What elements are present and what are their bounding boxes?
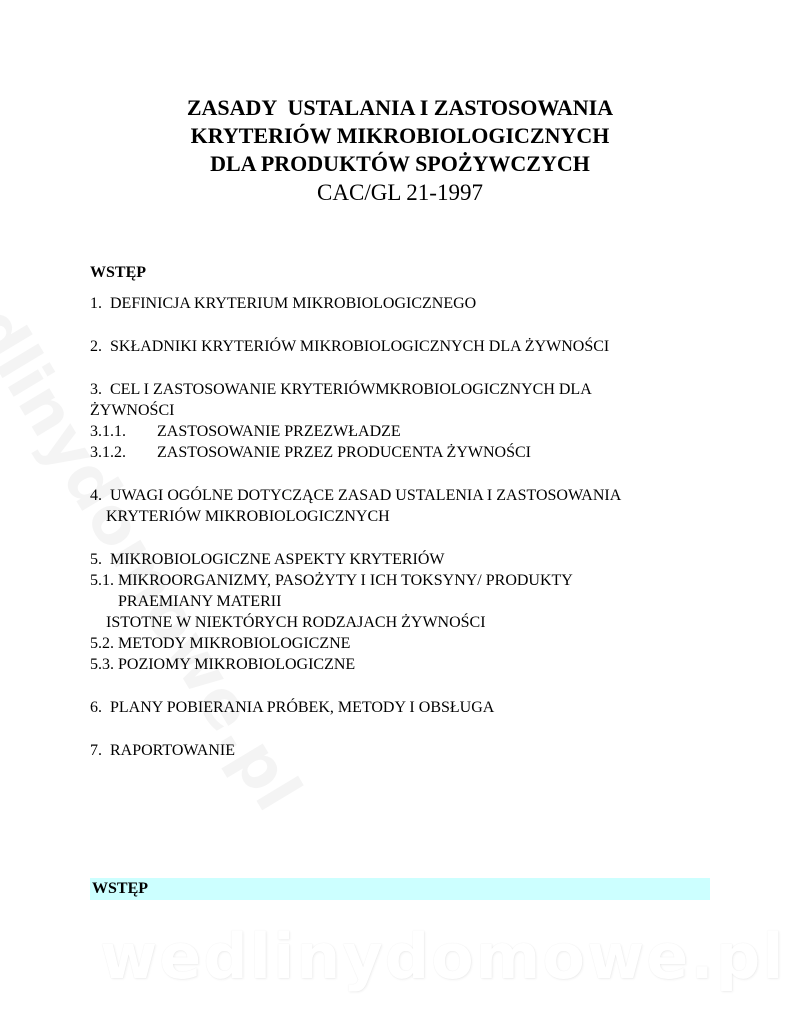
title-line-2: KRYTERIÓW MIKROBIOLOGICZNYCH [190, 123, 610, 148]
document-code: CAC/GL 21-1997 [317, 180, 483, 205]
toc-item-4-line-2: KRYTERIÓW MIKROBIOLOGICZNYCH [90, 508, 390, 525]
toc-item-5-3: 5.3. POZIOMY MIKROBIOLOGICZNE [90, 656, 356, 673]
toc-item-6: 6. PLANY POBIERANIA PRÓBEK, METODY I OBSŁUGA [90, 699, 495, 716]
toc-item-4-line-1: 4. UWAGI OGÓLNE DOTYCZĄCE ZASAD USTALENIA I ZASTOSOWANIA [90, 487, 622, 504]
toc-item-1: 1. DEFINICJA KRYTERIUM MIKROBIOLOGICZNEGO [90, 295, 477, 312]
toc-item-2: 2. SKŁADNIKI KRYTERIÓW MIKROBIOLOGICZNYCH DLA ŻYWNOŚCI [90, 338, 610, 355]
toc-item-3-1-1-number: 3.1.1. [90, 423, 126, 440]
toc-item-3-1-2-number: 3.1.2. [90, 444, 126, 461]
toc-item-3-1-1 [90, 421, 730, 442]
toc-heading: WSTĘP [90, 264, 147, 281]
toc-item-3-1-1-text: ZASTOSOWANIE PRZEZWŁADZE [157, 423, 401, 440]
title-line-3: DLA PRODUKTÓW SPOŻYWCZYCH [210, 151, 590, 176]
toc-item-3-line-1: 3. CEL I ZASTOSOWANIE KRYTERIÓWMKROBIOLOGICZNYCH DLA [90, 381, 592, 398]
title-line-1: ZASADY USTALANIA I ZASTOSOWANIA [186, 95, 614, 120]
toc-item-3-line-2: ŻYWNOŚCI [90, 402, 175, 419]
toc-item-5-1-line-2: PRAEMIANY MATERII [90, 593, 282, 610]
toc-item-7: 7. RAPORTOWANIE [90, 742, 235, 759]
toc-item-5-1-line-1: 5.1. MIKROORGANIZMY, PASOŻYTY I ICH TOKSYNY/ PRODUKTY [90, 572, 573, 589]
table-of-contents [90, 262, 730, 761]
toc-item-3-1-2-text: ZASTOSOWANIE PRZEZ PRODUCENTA ŻYWNOŚCI [157, 444, 531, 461]
watermark-bottom: wedlinydomowe.pl [100, 920, 786, 993]
toc-item-5-2: 5.2. METODY MIKROBIOLOGICZNE [90, 635, 351, 652]
toc-item-5: 5. MIKROBIOLOGICZNE ASPEKTY KRYTERIÓW [90, 551, 445, 568]
section-heading-highlighted: WSTĘP [90, 878, 710, 900]
toc-item-5-1-line-3: ISTOTNE W NIEKTÓRYCH RODZAJACH ŻYWNOŚCI [90, 614, 486, 631]
toc-item-3-1-2 [90, 442, 730, 463]
document-title [0, 94, 800, 208]
